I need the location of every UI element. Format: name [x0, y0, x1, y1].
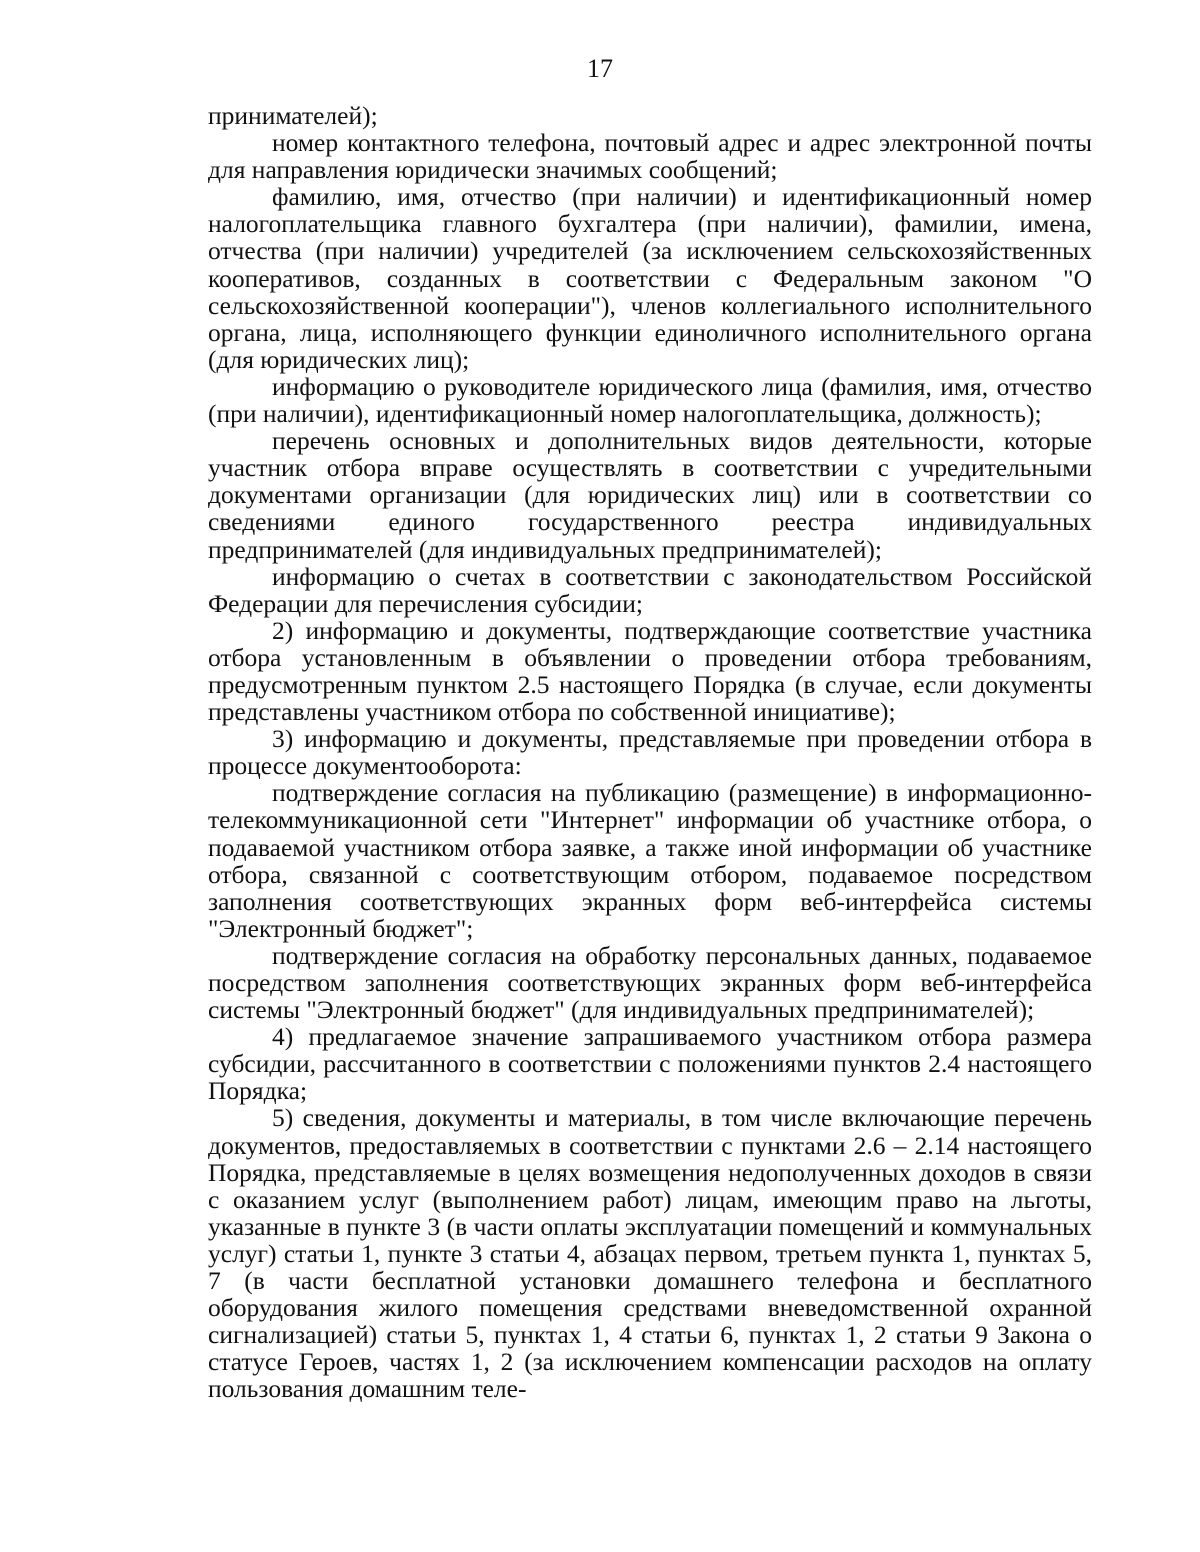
paragraph-continuation: принимателей); [208, 101, 378, 130]
paragraph-item-2: 2) информацию и документы, подтверждающие соответствие участника отбора установленным в объявлении о проведении отбора требованиям, предусмотренным пунктом 2.5 настоящего Порядка (в случае, если документы представлены участником отбора по собственной инициативе); [208, 615, 1092, 727]
paragraph-item-4: 4) предлагаемое значение запрашиваемого участником отбора размера субсидии, рассчитанного в соответствии с положениями пунктов 2.4 настоящего Порядка; [208, 1022, 1092, 1106]
document-body [208, 102, 1092, 1403]
page-number: 17 [587, 54, 613, 83]
paragraph-accountant-founders: фамилию, имя, отчество (при наличии) и идентификационный номер налогоплательщика главного бухгалтера (при наличии), фамилии, имена, отчества (при наличии) учредителей (за исключением сельскохозяйственных кооперативов, созданных в соответствии с Федеральным законом "О сельскохозяйственной кооперации"), членов коллегиального исполнительного органа, лица, исполняющего функции единоличного исполнительного органа (для юридических лиц); [208, 182, 1092, 374]
paragraph-director-info: информацию о руководителе юридического лица (фамилия, имя, отчество (при наличии), идентификационный номер налогоплательщика, должность); [208, 371, 1092, 429]
paragraph-personal-data-consent: подтверждение согласия на обработку персональных данных, подаваемое посредством заполнения соответствующих экранных форм веб-интерфейса системы "Электронный бюджет" (для индивидуальных предпринимателей); [208, 940, 1092, 1025]
paragraph-contact-info: номер контактного телефона, почтовый адрес и адрес электронной почты для направления юридически значимых сообщений; [208, 128, 1092, 185]
paragraph-item-5: 5) сведения, документы и материалы, в том числе включающие перечень документов, предоставляемых в соответствии с пунктами 2.6 – 2.14 настоящего Порядка, представляемые в целях возмещения недополученных доходов в связи с оказанием услуг (выполнением работ) лицам, имеющим право на льготы, указанные в пункте 3 (в части оплаты эксплуатации помещений и коммунальных услуг) статьи 1, пункте 3 статьи 4, абзацах первом, третьем пункта 1, пунктах 5, 7 (в части бесплатной установки домашнего телефона и бесплатного оборудования жилого помещения средствами вневедомственной охранной сигнализацией) статьи 5, пунктах 1, 4 статьи 6, пунктах 1, 2 статьи 9 Закона о статусе Героев, частях 1, 2 (за исключением компенсации расходов на оплату пользования домашним теле- [208, 1103, 1092, 1404]
paragraph-publication-consent: подтверждение согласия на публикацию (размещение) в информационно-телекоммуникационной сети "Интернет" информации об участнике отбора, о подаваемой участником отбора заявке, а также иной информации об участнике отбора, связанной с соответствующим отбором, подаваемое посредством заполнения соответствующих экранных форм веб-интерфейса системы "Электронный бюджет"; [208, 778, 1092, 943]
paragraph-accounts-info: информацию о счетах в соответствии с законодательством Российской Федерации для перечисления субсидии; [208, 561, 1092, 618]
paragraph-item-3: 3) информацию и документы, представляемые при проведении отбора в процессе документооборота: [208, 724, 1092, 781]
paragraph-activities-list: перечень основных и дополнительных видов деятельности, которые участник отбора вправе осуществлять в соответствии с учредительными документами организации (для юридических лиц) или в соответствии со сведениями единого государственного реестра индивидуальных предпринимателей (для индивидуальных предпринимателей); [208, 426, 1092, 564]
